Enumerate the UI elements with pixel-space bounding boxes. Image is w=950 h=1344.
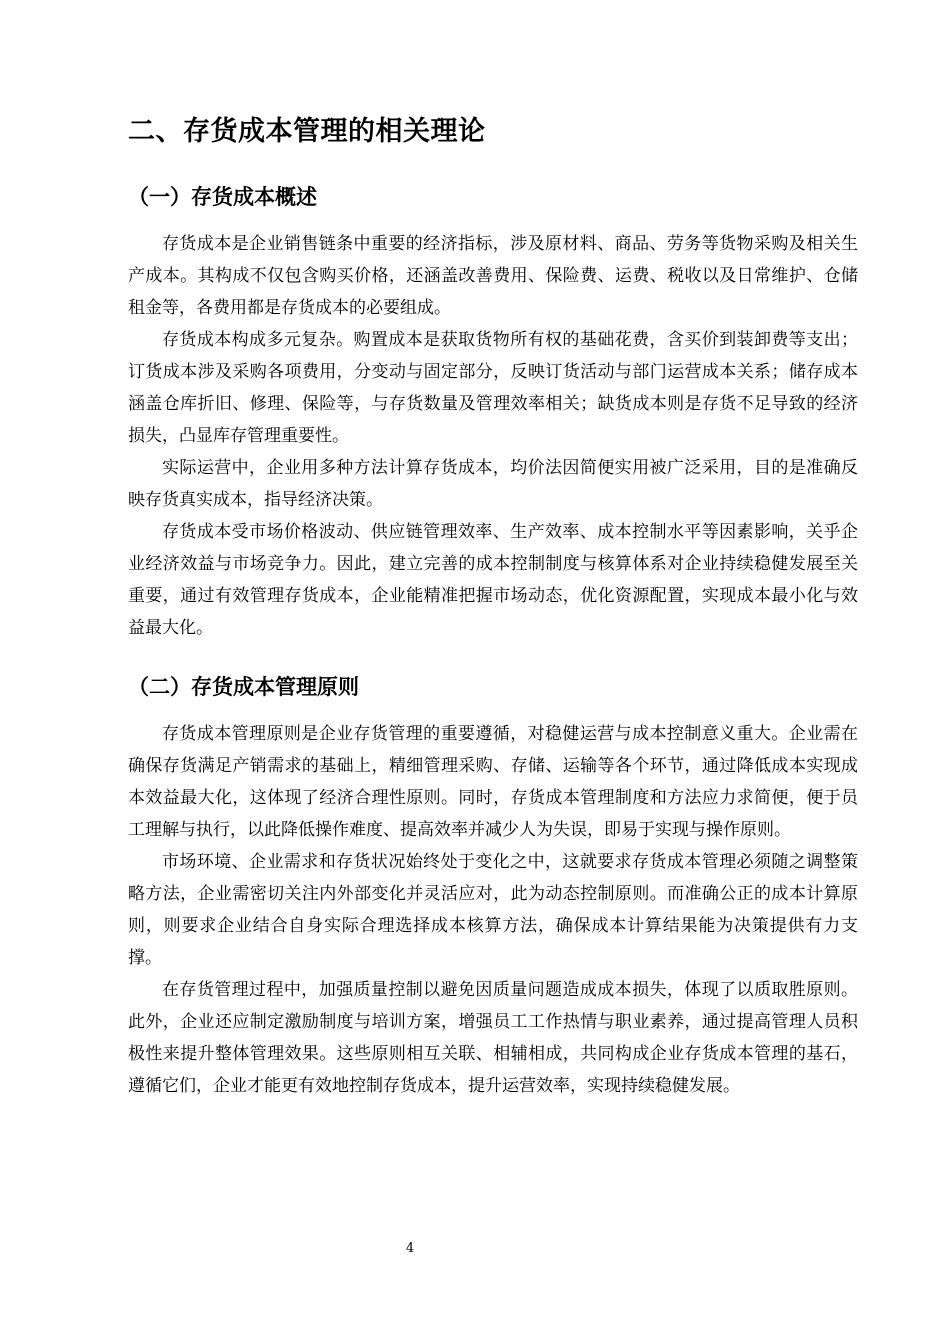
paragraph: 存货成本受市场价格波动、供应链管理效率、生产效率、成本控制水平等因素影响，关乎企业经济效益与市场竞争力。因此，建立完善的成本控制制度与核算体系对企业持续稳健发展至关重要，通过有效管理存货成本，企业能精准把握市场动态，优化资源配置，实现成本最小化与效益最大化。 [128, 522, 858, 638]
paragraph: 实际运营中，企业用多种方法计算存货成本，均价法因简便实用被广泛采用，目的是准确反映存货真实成本，指导经济决策。 [128, 458, 858, 510]
section-title: （一）存货成本概述 [128, 185, 317, 209]
page-content [128, 110, 858, 1102]
paragraph: 存货成本管理原则是企业存货管理的重要遵循，对稳健运营与成本控制意义重大。企业需在确保存货满足产销需求的基础上，精细管理采购、存储、运输等各个环节，通过降低成本实现成本效益最大化，这体现了经济合理性原则。同时，存货成本管理制度和方法应力求简便，便于员工理解与执行，以此降低操作难度、提高效率并减少人为失误，即易于实现与操作原则。 [128, 724, 858, 840]
section-inventory-cost-overview [128, 180, 858, 644]
section-inventory-cost-principles [128, 670, 858, 1102]
section-title: （二）存货成本管理原则 [128, 675, 359, 699]
page-number: 4 [405, 1241, 415, 1256]
paragraph: 存货成本构成多元复杂。购置成本是获取货物所有权的基础花费，含买价到装卸费等支出；订货成本涉及采购各项费用，分变动与固定部分，反映订货活动与部门运营成本关系；储存成本涵盖仓库折旧、修理、保险等，与存货数量及管理效率相关；缺货成本则是存货不足导致的经济损失，凸显库存管理重要性。 [128, 330, 858, 446]
paragraph: 在存货管理过程中，加强质量控制以避免因质量问题造成成本损失，体现了以质取胜原则。此外，企业还应制定激励制度与培训方案，增强员工工作热情与职业素养，通过提高管理人员积极性来提升整体管理效果。这些原则相互关联、相辅相成，共同构成企业存货成本管理的基石，遵循它们，企业才能更有效地控制存货成本，提升运营效率，实现持续稳健发展。 [128, 980, 858, 1096]
paragraph: 存货成本是企业销售链条中重要的经济指标，涉及原材料、商品、劳务等货物采购及相关生产成本。其构成不仅包含购买价格，还涵盖改善费用、保险费、运费、税收以及日常维护、仓储租金等，各费用都是存货成本的必要组成。 [128, 234, 858, 318]
chapter-title: 二、存货成本管理的相关理论 [128, 116, 486, 147]
paragraph: 市场环境、企业需求和存货状况始终处于变化之中，这就要求存货成本管理必须随之调整策略方法，企业需密切关注内外部变化并灵活应对，此为动态控制原则。而准确公正的成本计算原则，则要求企业结合自身实际合理选择成本核算方法，确保成本计算结果能为决策提供有力支撑。 [128, 852, 858, 968]
